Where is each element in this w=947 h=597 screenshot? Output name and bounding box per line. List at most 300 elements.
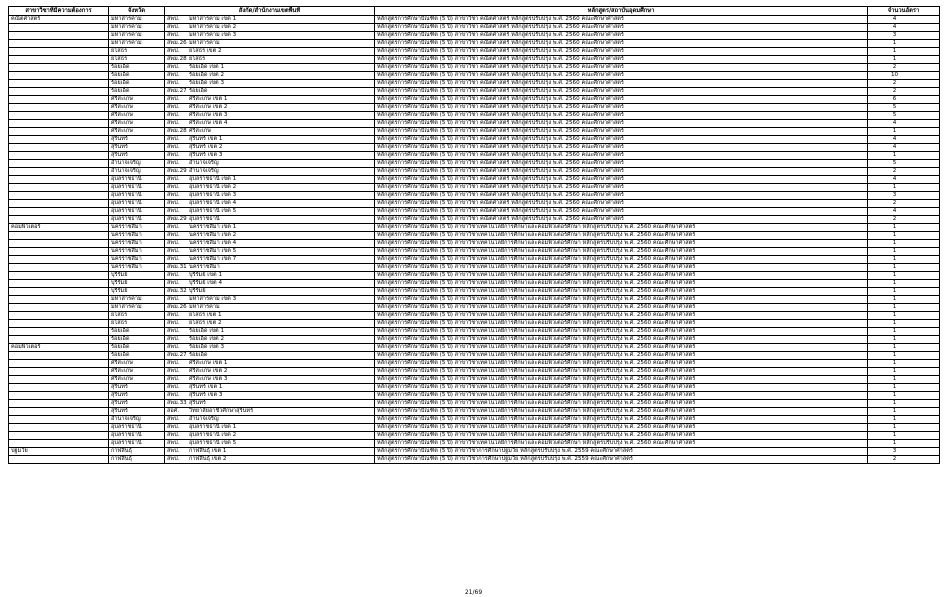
office-name: ศรีสะเกษ เขต 2 [189,368,228,374]
cell-office [165,320,375,328]
cell-subject [9,424,109,432]
cell-count: 4 [868,120,940,128]
cell-province: นครราชสีมา [109,248,165,256]
office-prefix: สพป. [167,208,180,214]
cell-province: มหาสารคาม [109,24,165,32]
table-row [9,152,940,160]
cell-province: อุบลราชธานี [109,176,165,184]
table-row [9,32,940,40]
cell-province: อุบลราชธานี [109,216,165,224]
cell-office [165,160,375,168]
cell-office [165,104,375,112]
office-prefix: สอศ. [167,408,180,414]
cell-count: 1 [868,368,940,376]
header-course: หลักสูตร/สถาบันอุดมศึกษา [375,7,868,16]
cell-course: หลักสูตรการศึกษาบัณฑิต (5 ปี) สาขาวิชา คณิตศาสตร์ หลักสูตรปรับปรุง พ.ศ. 2560 คณะศึกษาศาสตร์ [375,24,868,32]
cell-count: 4 [868,144,940,152]
table-row [9,232,940,240]
table-header-row [9,7,940,16]
table-row [9,176,940,184]
office-prefix: สพป. [167,416,180,422]
cell-count: 1 [868,272,940,280]
cell-office [165,376,375,384]
cell-subject [9,40,109,48]
table-row [9,456,940,464]
cell-course: หลักสูตรการศึกษาบัณฑิต (5 ปี) สาขาวิชาเทคโนโลยีการศึกษาและคอมพิวเตอร์ศึกษา หลักสูตรปรับปรุง พ.ศ. 2560 คณะศึกษาศาสตร์ [375,320,868,328]
cell-count: 1 [868,280,940,288]
cell-count: 1 [868,432,940,440]
cell-subject [9,184,109,192]
cell-count: 10 [868,72,940,80]
table-row [9,248,940,256]
table-row [9,168,940,176]
cell-province: มหาสารคาม [109,304,165,312]
cell-course: หลักสูตรการศึกษาบัณฑิต (5 ปี) สาขาวิชา คณิตศาสตร์ หลักสูตรปรับปรุง พ.ศ. 2560 คณะศึกษาศาสตร์ [375,216,868,224]
cell-course: หลักสูตรการศึกษาบัณฑิต (5 ปี) สาขาวิชา คณิตศาสตร์ หลักสูตรปรับปรุง พ.ศ. 2560 คณะศึกษาศาสตร์ [375,88,868,96]
cell-course: หลักสูตรการศึกษาบัณฑิต (5 ปี) สาขาวิชาเทคโนโลยีการศึกษาและคอมพิวเตอร์ศึกษา หลักสูตรปรับปรุง พ.ศ. 2560 คณะศึกษาศาสตร์ [375,240,868,248]
cell-count: 1 [868,400,940,408]
cell-province: สุรินทร์ [109,408,165,416]
cell-province: ร้อยเอ็ด [109,352,165,360]
table-row [9,144,940,152]
cell-course: หลักสูตรการศึกษาบัณฑิต (5 ปี) สาขาวิชา คณิตศาสตร์ หลักสูตรปรับปรุง พ.ศ. 2560 คณะศึกษาศาสตร์ [375,160,868,168]
cell-office [165,168,375,176]
office-prefix: สพม.29 [167,216,187,222]
office-prefix: สพม.29 [167,168,187,174]
office-name: สุรินทร์ เขต 1 [189,384,223,390]
cell-province: บุรีรัมย์ [109,288,165,296]
cell-count: 1 [868,56,940,64]
cell-course: หลักสูตรการศึกษาบัณฑิต (5 ปี) สาขาวิชาเทคโนโลยีการศึกษาและคอมพิวเตอร์ศึกษา หลักสูตรปรับปรุง พ.ศ. 2560 คณะศึกษาศาสตร์ [375,416,868,424]
cell-province: ร้อยเอ็ด [109,336,165,344]
office-name: อุบลราชธานี เขต 1 [189,424,237,430]
cell-count: 1 [868,256,940,264]
cell-count: 1 [868,304,940,312]
cell-office [165,304,375,312]
cell-subject [9,392,109,400]
table-row [9,352,940,360]
office-prefix: สพป. [167,200,180,206]
office-name: อุบลราชธานี เขต 5 [189,208,237,214]
cell-province: นครราชสีมา [109,240,165,248]
office-prefix: สพป. [167,80,180,86]
cell-count: 1 [868,320,940,328]
cell-count: 1 [868,232,940,240]
office-name: ร้อยเอ็ด เขต 3 [189,344,225,350]
cell-count: 1 [868,184,940,192]
cell-course: หลักสูตรการศึกษาบัณฑิต (5 ปี) สาขาวิชาเทคโนโลยีการศึกษาและคอมพิวเตอร์ศึกษา หลักสูตรปรับปรุง พ.ศ. 2560 คณะศึกษาศาสตร์ [375,344,868,352]
office-name: กาฬสินธุ์ เขต 2 [189,456,227,462]
cell-subject [9,200,109,208]
cell-count: 1 [868,152,940,160]
office-prefix: สพป. [167,184,180,190]
cell-course: หลักสูตรการศึกษาบัณฑิต (5 ปี) สาขาวิชา คณิตศาสตร์ หลักสูตรปรับปรุง พ.ศ. 2560 คณะศึกษาศาสตร์ [375,176,868,184]
office-name: ศรีสะเกษ เขต 1 [189,96,228,102]
cell-province: สุรินทร์ [109,400,165,408]
cell-province: สุรินทร์ [109,392,165,400]
cell-office [165,176,375,184]
cell-province: สุรินทร์ [109,136,165,144]
table-row [9,368,940,376]
cell-office [165,440,375,448]
table-row [9,360,940,368]
office-name: ศรีสะเกษ เขต 3 [189,112,228,118]
cell-province: ร้อยเอ็ด [109,328,165,336]
office-prefix: สพป. [167,240,180,246]
cell-count: 1 [868,424,940,432]
office-name: ร้อยเอ็ด เขต 2 [189,336,225,342]
office-name: ศรีสะเกษ เขต 2 [189,104,228,110]
cell-province: นครราชสีมา [109,232,165,240]
cell-office [165,400,375,408]
office-prefix: สพป. [167,112,180,118]
table-row [9,192,940,200]
cell-province: อุบลราชธานี [109,184,165,192]
document-sheet [8,6,939,464]
cell-province: นครราชสีมา [109,264,165,272]
cell-office [165,56,375,64]
cell-course: หลักสูตรการศึกษาบัณฑิต (5 ปี) สาขาวิชา คณิตศาสตร์ หลักสูตรปรับปรุง พ.ศ. 2560 คณะศึกษาศาสตร์ [375,200,868,208]
cell-count: 1 [868,328,940,336]
table-row [9,416,940,424]
cell-subject [9,408,109,416]
cell-office [165,64,375,72]
cell-office [165,416,375,424]
table-row [9,136,940,144]
cell-course: หลักสูตรการศึกษาบัณฑิต (5 ปี) สาขาวิชาเทคโนโลยีการศึกษาและคอมพิวเตอร์ศึกษา หลักสูตรปรับปรุง พ.ศ. 2560 คณะศึกษาศาสตร์ [375,304,868,312]
table-row [9,40,940,48]
cell-office [165,336,375,344]
cell-subject [9,112,109,120]
table-row [9,424,940,432]
cell-count: 3 [868,192,940,200]
cell-course: หลักสูตรการศึกษาบัณฑิต (5 ปี) สาขาวิชา คณิตศาสตร์ หลักสูตรปรับปรุง พ.ศ. 2560 คณะศึกษาศาสตร์ [375,80,868,88]
cell-subject [9,456,109,464]
cell-office [165,248,375,256]
cell-province: สุรินทร์ [109,384,165,392]
cell-course: หลักสูตรการศึกษาบัณฑิต (5 ปี) สาขาวิชา คณิตศาสตร์ หลักสูตรปรับปรุง พ.ศ. 2560 คณะศึกษาศาสตร์ [375,56,868,64]
office-prefix: สพป. [167,344,180,350]
cell-count: 2 [868,456,940,464]
cell-subject [9,120,109,128]
cell-count: 3 [868,32,940,40]
cell-count: 4 [868,16,940,24]
cell-subject [9,88,109,96]
office-prefix: สพป. [167,64,180,70]
cell-office [165,32,375,40]
cell-count: 6 [868,96,940,104]
cell-office [165,80,375,88]
cell-subject [9,48,109,56]
cell-course: หลักสูตรการศึกษาบัณฑิต (5 ปี) สาขาวิชา คณิตศาสตร์ หลักสูตรปรับปรุง พ.ศ. 2560 คณะศึกษาศาสตร์ [375,136,868,144]
cell-subject [9,160,109,168]
office-prefix: สพม.28 [167,56,187,62]
cell-count: 2 [868,64,940,72]
office-prefix: สพม.27 [167,88,187,94]
cell-subject [9,352,109,360]
cell-count: 5 [868,104,940,112]
cell-course: หลักสูตรการศึกษาบัณฑิต (5 ปี) สาขาวิชา คณิตศาสตร์ หลักสูตรปรับปรุง พ.ศ. 2560 คณะศึกษาศาสตร์ [375,120,868,128]
table-row [9,112,940,120]
cell-office [165,272,375,280]
cell-count: 2 [868,80,940,88]
cell-count: 1 [868,344,940,352]
cell-province: ร้อยเอ็ด [109,64,165,72]
office-name: นครราชสีมา [189,264,220,270]
office-prefix: สพป. [167,368,180,374]
office-prefix: สพป. [167,144,180,150]
office-name: อำนาจเจริญ [189,160,219,166]
office-name: ยโสธร เขต 1 [189,312,222,318]
table-row [9,240,940,248]
cell-province: ศรีสะเกษ [109,376,165,384]
office-prefix: สพม.26 [167,304,187,310]
table-row [9,208,940,216]
cell-province: สุรินทร์ [109,144,165,152]
office-name: นครราชสีมา เขต 2 [189,232,237,238]
office-prefix: สพป. [167,24,180,30]
office-prefix: สพป. [167,248,180,254]
office-name: บุรีรัมย์ เขต 4 [189,280,223,286]
header-count: จำนวนอัตรา [868,7,940,16]
cell-province: อำนาจเจริญ [109,160,165,168]
cell-office [165,296,375,304]
cell-province: ร้อยเอ็ด [109,88,165,96]
cell-subject [9,256,109,264]
cell-office [165,344,375,352]
office-name: นครราชสีมา เขต 1 [189,224,237,230]
cell-office [165,48,375,56]
table-row [9,280,940,288]
cell-subject [9,72,109,80]
cell-course: หลักสูตรการศึกษาบัณฑิต (5 ปี) สาขาวิชา คณิตศาสตร์ หลักสูตรปรับปรุง พ.ศ. 2560 คณะศึกษาศาสตร์ [375,16,868,24]
cell-count: 1 [868,296,940,304]
cell-course: หลักสูตรการศึกษาบัณฑิต (5 ปี) สาขาวิชาเทคโนโลยีการศึกษาและคอมพิวเตอร์ศึกษา หลักสูตรปรับปรุง พ.ศ. 2560 คณะศึกษาศาสตร์ [375,256,868,264]
office-name: มหาสารคาม [189,304,220,310]
table-row [9,392,940,400]
cell-subject [9,400,109,408]
cell-course: หลักสูตรการศึกษาบัณฑิต (5 ปี) สาขาวิชาเทคโนโลยีการศึกษาและคอมพิวเตอร์ศึกษา หลักสูตรปรับปรุง พ.ศ. 2560 คณะศึกษาศาสตร์ [375,296,868,304]
table-row [9,16,940,24]
table-row [9,264,940,272]
office-prefix: สพป. [167,72,180,78]
cell-course: หลักสูตรการศึกษาบัณฑิต (5 ปี) สาขาวิชา คณิตศาสตร์ หลักสูตรปรับปรุง พ.ศ. 2560 คณะศึกษาศาสตร์ [375,152,868,160]
cell-subject [9,304,109,312]
office-prefix: สพป. [167,320,180,326]
office-prefix: สพป. [167,160,180,166]
cell-count: 4 [868,208,940,216]
cell-subject [9,32,109,40]
cell-office [165,24,375,32]
cell-office [165,240,375,248]
cell-subject [9,416,109,424]
cell-course: หลักสูตรการศึกษาบัณฑิต (5 ปี) สาขาวิชาเทคโนโลยีการศึกษาและคอมพิวเตอร์ศึกษา หลักสูตรปรับปรุง พ.ศ. 2560 คณะศึกษาศาสตร์ [375,280,868,288]
cell-count: 2 [868,216,940,224]
cell-province: ยโสธร [109,320,165,328]
cell-province: ศรีสะเกษ [109,128,165,136]
cell-course: หลักสูตรการศึกษาบัณฑิต (5 ปี) สาขาวิชาเทคโนโลยีการศึกษาและคอมพิวเตอร์ศึกษา หลักสูตรปรับปรุง พ.ศ. 2560 คณะศึกษาศาสตร์ [375,432,868,440]
cell-subject [9,64,109,72]
office-name: บุรีรัมย์ [189,288,206,294]
office-prefix: สพป. [167,16,180,22]
cell-office [165,264,375,272]
office-prefix: สพป. [167,280,180,286]
office-name: นครราชสีมา เขต 5 [189,248,237,254]
cell-course: หลักสูตรการศึกษาบัณฑิต (5 ปี) สาขาวิชาเทคโนโลยีการศึกษาและคอมพิวเตอร์ศึกษา หลักสูตรปรับปรุง พ.ศ. 2560 คณะศึกษาศาสตร์ [375,360,868,368]
office-name: ศรีสะเกษ เขต 4 [189,120,228,126]
cell-course: หลักสูตรการศึกษาบัณฑิต (5 ปี) สาขาวิชาเทคโนโลยีการศึกษาและคอมพิวเตอร์ศึกษา หลักสูตรปรับปรุง พ.ศ. 2560 คณะศึกษาศาสตร์ [375,224,868,232]
office-prefix: สพป. [167,384,180,390]
cell-count: 1 [868,264,940,272]
cell-course: หลักสูตรการศึกษาบัณฑิต (5 ปี) สาขาวิชาเทคโนโลยีการศึกษาและคอมพิวเตอร์ศึกษา หลักสูตรปรับปรุง พ.ศ. 2560 คณะศึกษาศาสตร์ [375,376,868,384]
cell-subject [9,240,109,248]
cell-subject [9,24,109,32]
office-name: สุรินทร์ เขต 2 [189,144,223,150]
office-name: สุรินทร์ เขต 3 [189,392,223,398]
cell-course: หลักสูตรการศึกษาบัณฑิต (5 ปี) สาขาวิชาเทคโนโลยีการศึกษาและคอมพิวเตอร์ศึกษา หลักสูตรปรับปรุง พ.ศ. 2560 คณะศึกษาศาสตร์ [375,312,868,320]
cell-province: อุบลราชธานี [109,208,165,216]
cell-course: หลักสูตรการศึกษาบัณฑิต (5 ปี) สาขาวิชาเทคโนโลยีการศึกษาและคอมพิวเตอร์ศึกษา หลักสูตรปรับปรุง พ.ศ. 2560 คณะศึกษาศาสตร์ [375,272,868,280]
office-name: ศรีสะเกษ [189,128,211,134]
office-name: กาฬสินธุ์ เขต 1 [189,448,227,454]
cell-count: 1 [868,360,940,368]
table-row [9,408,940,416]
cell-office [165,456,375,464]
cell-course: หลักสูตรการศึกษาบัณฑิต (5 ปี) สาขาวิชาเทคโนโลยีการศึกษาและคอมพิวเตอร์ศึกษา หลักสูตรปรับปรุง พ.ศ. 2560 คณะศึกษาศาสตร์ [375,440,868,448]
table-row [9,432,940,440]
cell-subject [9,168,109,176]
cell-course: หลักสูตรการศึกษาบัณฑิต (5 ปี) สาขาวิชา คณิตศาสตร์ หลักสูตรปรับปรุง พ.ศ. 2560 คณะศึกษาศาสตร์ [375,104,868,112]
table-row [9,24,940,32]
page-number: 21/69 [464,589,483,596]
table-row [9,272,940,280]
table-row [9,88,940,96]
cell-office [165,88,375,96]
table-row [9,320,940,328]
cell-course: หลักสูตรการศึกษาบัณฑิต (5 ปี) สาขาวิชาเทคโนโลยีการศึกษาและคอมพิวเตอร์ศึกษา หลักสูตรปรับปรุง พ.ศ. 2560 คณะศึกษาศาสตร์ [375,408,868,416]
cell-office [165,120,375,128]
office-prefix: สพม.33 [167,400,187,406]
cell-province: กาฬสินธุ์ [109,456,165,464]
cell-subject [9,128,109,136]
cell-province: ร้อยเอ็ด [109,72,165,80]
cell-subject [9,208,109,216]
office-prefix: สพป. [167,456,180,462]
cell-office [165,200,375,208]
office-name: ร้อยเอ็ด [189,352,208,358]
office-name: ศรีสะเกษ เขต 3 [189,376,228,382]
cell-province: ศรีสะเกษ [109,112,165,120]
cell-province: มหาสารคาม [109,32,165,40]
cell-count: 1 [868,224,940,232]
cell-office [165,312,375,320]
cell-count: 1 [868,440,940,448]
cell-course: หลักสูตรการศึกษาบัณฑิต (5 ปี) สาขาวิชาเทคโนโลยีการศึกษาและคอมพิวเตอร์ศึกษา หลักสูตรปรับปรุง พ.ศ. 2560 คณะศึกษาศาสตร์ [375,424,868,432]
office-prefix: สพม.26 [167,40,187,46]
cell-subject [9,176,109,184]
cell-course: หลักสูตรการศึกษาบัณฑิต (5 ปี) สาขาวิชาการศึกษาปฐมวัย หลักสูตรปรับปรุง พ.ศ. 2559 คณะศึกษาศาสตร์ [375,456,868,464]
office-prefix: สพป. [167,440,180,446]
table-row [9,216,940,224]
cell-province: ร้อยเอ็ด [109,80,165,88]
cell-office [165,288,375,296]
cell-office [165,112,375,120]
cell-office [165,224,375,232]
cell-subject: คอมพิวเตอร์ [9,344,109,352]
cell-count: 3 [868,448,940,456]
office-name: วิทยาลัยอาชีวศึกษาสุรินทร์ [189,408,254,414]
office-prefix: สพป. [167,448,180,454]
table-row [9,200,940,208]
header-subject: สาขาวิชาที่มีความต้องการ [9,7,109,16]
cell-province: ยโสธร [109,56,165,64]
cell-course: หลักสูตรการศึกษาบัณฑิต (5 ปี) สาขาวิชาเทคโนโลยีการศึกษาและคอมพิวเตอร์ศึกษา หลักสูตรปรับปรุง พ.ศ. 2560 คณะศึกษาศาสตร์ [375,352,868,360]
office-prefix: สพป. [167,432,180,438]
table-row [9,96,940,104]
cell-province: ศรีสะเกษ [109,360,165,368]
cell-subject [9,264,109,272]
cell-province: ศรีสะเกษ [109,96,165,104]
cell-count: 1 [868,128,940,136]
cell-count: 1 [868,416,940,424]
cell-subject [9,376,109,384]
cell-office [165,280,375,288]
cell-count: 1 [868,248,940,256]
table-row [9,448,940,456]
cell-office [165,128,375,136]
cell-course: หลักสูตรการศึกษาบัณฑิต (5 ปี) สาขาวิชา คณิตศาสตร์ หลักสูตรปรับปรุง พ.ศ. 2560 คณะศึกษาศาสตร์ [375,184,868,192]
office-name: อำนาจเจริญ [189,168,219,174]
cell-subject [9,296,109,304]
cell-count: 5 [868,112,940,120]
cell-office [165,40,375,48]
cell-course: หลักสูตรการศึกษาบัณฑิต (5 ปี) สาขาวิชาเทคโนโลยีการศึกษาและคอมพิวเตอร์ศึกษา หลักสูตรปรับปรุง พ.ศ. 2560 คณะศึกษาศาสตร์ [375,248,868,256]
cell-course: หลักสูตรการศึกษาบัณฑิต (5 ปี) สาขาวิชา คณิตศาสตร์ หลักสูตรปรับปรุง พ.ศ. 2560 คณะศึกษาศาสตร์ [375,40,868,48]
cell-subject [9,440,109,448]
cell-course: หลักสูตรการศึกษาบัณฑิต (5 ปี) สาขาวิชาเทคโนโลยีการศึกษาและคอมพิวเตอร์ศึกษา หลักสูตรปรับปรุง พ.ศ. 2560 คณะศึกษาศาสตร์ [375,392,868,400]
cell-office [165,256,375,264]
office-name: มหาสารคาม เขต 3 [189,296,237,302]
cell-subject: คณิตศาสตร์ [9,16,109,24]
cell-course: หลักสูตรการศึกษาบัณฑิต (5 ปี) สาขาวิชาเทคโนโลยีการศึกษาและคอมพิวเตอร์ศึกษา หลักสูตรปรับปรุง พ.ศ. 2560 คณะศึกษาศาสตร์ [375,264,868,272]
office-name: นครราชสีมา เขต 4 [189,240,237,246]
office-prefix: สพป. [167,296,180,302]
cell-subject [9,320,109,328]
office-prefix: สพป. [167,120,180,126]
table-row [9,384,940,392]
table-row [9,128,940,136]
cell-office [165,216,375,224]
cell-province: อำนาจเจริญ [109,168,165,176]
cell-subject [9,328,109,336]
cell-office [165,136,375,144]
cell-course: หลักสูตรการศึกษาบัณฑิต (5 ปี) สาขาวิชาเทคโนโลยีการศึกษาและคอมพิวเตอร์ศึกษา หลักสูตรปรับปรุง พ.ศ. 2560 คณะศึกษาศาสตร์ [375,288,868,296]
cell-office [165,72,375,80]
cell-province: อุบลราชธานี [109,424,165,432]
cell-count: 1 [868,352,940,360]
office-name: ยโสธร เขต 2 [189,320,222,326]
cell-course: หลักสูตรการศึกษาบัณฑิต (5 ปี) สาขาวิชา คณิตศาสตร์ หลักสูตรปรับปรุง พ.ศ. 2560 คณะศึกษาศาสตร์ [375,208,868,216]
office-name: มหาสารคาม เขต 3 [189,32,237,38]
table-body [9,16,940,464]
office-prefix: สพป. [167,424,180,430]
cell-province: อุบลราชธานี [109,440,165,448]
office-name: สุรินทร์ เขต 1 [189,136,223,142]
cell-subject [9,248,109,256]
cell-subject [9,272,109,280]
office-name: อุบลราชธานี เขต 1 [189,176,237,182]
cell-office [165,384,375,392]
